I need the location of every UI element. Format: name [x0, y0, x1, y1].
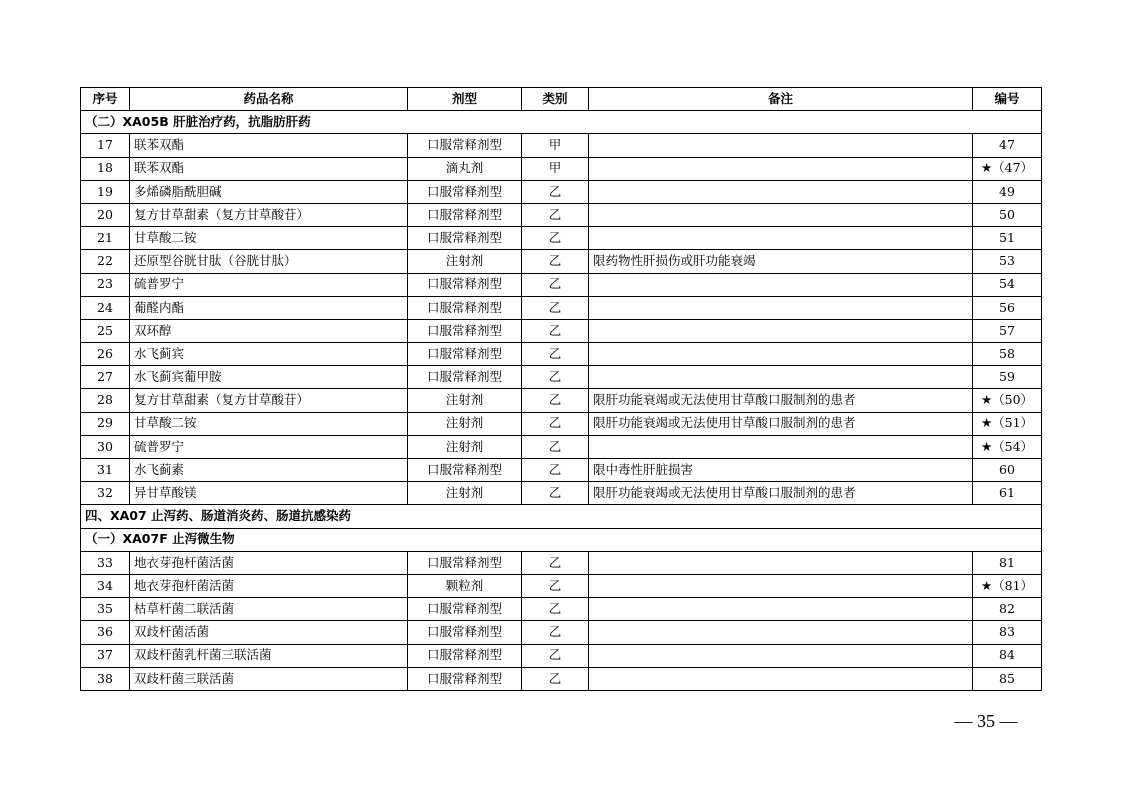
- drug-code: 53: [973, 250, 1042, 273]
- remark: [589, 366, 973, 389]
- drug-code: 83: [973, 621, 1042, 644]
- drug-name: 复方甘草甜素（复方甘草酸苷）: [130, 203, 408, 226]
- row-no: 30: [81, 435, 130, 458]
- drug-category: 乙: [522, 273, 589, 296]
- row-no: 33: [81, 551, 130, 574]
- table-row: [81, 319, 1042, 342]
- drug-code: ★（81）: [973, 574, 1042, 597]
- drug-category: 乙: [522, 343, 589, 366]
- dosage-form: 滴丸剂: [408, 157, 522, 180]
- dosage-form: 注射剂: [408, 412, 522, 435]
- remark: 限肝功能衰竭或无法使用甘草酸口服制剂的患者: [589, 389, 973, 412]
- remark: [589, 180, 973, 203]
- row-no: 23: [81, 273, 130, 296]
- drug-name: 水飞蓟素: [130, 459, 408, 482]
- drug-code: 58: [973, 343, 1042, 366]
- drug-name: 葡醛内酯: [130, 296, 408, 319]
- table-row: [81, 296, 1042, 319]
- drug-name: 地衣芽孢杆菌活菌: [130, 574, 408, 597]
- drug-category: 乙: [522, 667, 589, 690]
- remark: 限肝功能衰竭或无法使用甘草酸口服制剂的患者: [589, 412, 973, 435]
- row-no: 24: [81, 296, 130, 319]
- drug-name: 硫普罗宁: [130, 273, 408, 296]
- drug-code: 50: [973, 203, 1042, 226]
- drug-name: 联苯双酯: [130, 134, 408, 157]
- row-no: 35: [81, 598, 130, 621]
- table-row: [81, 157, 1042, 180]
- drug-name: 枯草杆菌二联活菌: [130, 598, 408, 621]
- drug-category: 乙: [522, 551, 589, 574]
- drug-category: 乙: [522, 574, 589, 597]
- dosage-form: 口服常释剂型: [408, 366, 522, 389]
- drug-category: 乙: [522, 598, 589, 621]
- header-name: 药品名称: [130, 88, 408, 111]
- row-no: 31: [81, 459, 130, 482]
- drug-code: 49: [973, 180, 1042, 203]
- remark: [589, 343, 973, 366]
- remark: 限中毒性肝脏损害: [589, 459, 973, 482]
- header-no: 序号: [81, 88, 130, 111]
- section-row: [81, 505, 1042, 528]
- table-row: [81, 482, 1042, 505]
- remark: [589, 203, 973, 226]
- remark: [589, 574, 973, 597]
- remark: [589, 598, 973, 621]
- remark: [589, 621, 973, 644]
- row-no: 20: [81, 203, 130, 226]
- drug-code: ★（47）: [973, 157, 1042, 180]
- remark: [589, 435, 973, 458]
- table-row: [81, 667, 1042, 690]
- row-no: 22: [81, 250, 130, 273]
- drug-category: 乙: [522, 389, 589, 412]
- remark: [589, 319, 973, 342]
- row-no: 27: [81, 366, 130, 389]
- table-row: [81, 134, 1042, 157]
- drug-name: 水飞蓟宾: [130, 343, 408, 366]
- drug-category: 乙: [522, 412, 589, 435]
- header-code: 编号: [973, 88, 1042, 111]
- dosage-form: 口服常释剂型: [408, 551, 522, 574]
- table-row: [81, 250, 1042, 273]
- dosage-form: 颗粒剂: [408, 574, 522, 597]
- dosage-form: 注射剂: [408, 482, 522, 505]
- dosage-form: 口服常释剂型: [408, 644, 522, 667]
- drug-name: 双歧杆菌三联活菌: [130, 667, 408, 690]
- drug-category: 乙: [522, 296, 589, 319]
- row-no: 28: [81, 389, 130, 412]
- dosage-form: 口服常释剂型: [408, 227, 522, 250]
- dosage-form: 口服常释剂型: [408, 134, 522, 157]
- drug-code: 51: [973, 227, 1042, 250]
- drug-category: 乙: [522, 203, 589, 226]
- row-no: 25: [81, 319, 130, 342]
- drug-code: 61: [973, 482, 1042, 505]
- dosage-form: 口服常释剂型: [408, 667, 522, 690]
- table-row: [81, 343, 1042, 366]
- table-row: [81, 227, 1042, 250]
- table-row: [81, 621, 1042, 644]
- drug-code: ★（51）: [973, 412, 1042, 435]
- drug-category: 乙: [522, 435, 589, 458]
- drug-category: 甲: [522, 157, 589, 180]
- table-row: [81, 574, 1042, 597]
- row-no: 17: [81, 134, 130, 157]
- drug-category: 乙: [522, 621, 589, 644]
- drug-name: 还原型谷胱甘肽（谷胱甘肽）: [130, 250, 408, 273]
- drug-category: 乙: [522, 482, 589, 505]
- row-no: 34: [81, 574, 130, 597]
- drug-code: 47: [973, 134, 1042, 157]
- dosage-form: 注射剂: [408, 389, 522, 412]
- drug-category: 甲: [522, 134, 589, 157]
- section-row: [81, 528, 1042, 551]
- table-row: [81, 459, 1042, 482]
- header-form: 剂型: [408, 88, 522, 111]
- drug-name: 联苯双酯: [130, 157, 408, 180]
- remark: [589, 134, 973, 157]
- drug-code: 54: [973, 273, 1042, 296]
- remark: [589, 296, 973, 319]
- dosage-form: 口服常释剂型: [408, 598, 522, 621]
- table-row: [81, 412, 1042, 435]
- dosage-form: 口服常释剂型: [408, 459, 522, 482]
- drug-name: 硫普罗宁: [130, 435, 408, 458]
- section-title: （二）XA05B 肝脏治疗药，抗脂肪肝药: [81, 111, 1042, 134]
- page-number: — 35 —: [954, 711, 1018, 731]
- section-row: [81, 111, 1042, 134]
- table-row: [81, 389, 1042, 412]
- dosage-form: 口服常释剂型: [408, 319, 522, 342]
- drug-name: 双环醇: [130, 319, 408, 342]
- table-row: [81, 644, 1042, 667]
- drug-name: 地衣芽孢杆菌活菌: [130, 551, 408, 574]
- drug-code: 84: [973, 644, 1042, 667]
- remark: [589, 667, 973, 690]
- drug-code: 81: [973, 551, 1042, 574]
- dosage-form: 口服常释剂型: [408, 273, 522, 296]
- header-remark: 备注: [589, 88, 973, 111]
- row-no: 32: [81, 482, 130, 505]
- header-row: [81, 88, 1042, 111]
- remark: [589, 227, 973, 250]
- row-no: 38: [81, 667, 130, 690]
- remark: [589, 551, 973, 574]
- table-row: [81, 598, 1042, 621]
- remark: [589, 273, 973, 296]
- drug-category: 乙: [522, 180, 589, 203]
- dosage-form: 口服常释剂型: [408, 203, 522, 226]
- dosage-form: 口服常释剂型: [408, 343, 522, 366]
- drug-name: 复方甘草甜素（复方甘草酸苷）: [130, 389, 408, 412]
- table-row: [81, 203, 1042, 226]
- drug-code: 56: [973, 296, 1042, 319]
- drug-name: 水飞蓟宾葡甲胺: [130, 366, 408, 389]
- table-row: [81, 180, 1042, 203]
- drug-code: 60: [973, 459, 1042, 482]
- row-no: 36: [81, 621, 130, 644]
- section-title: （一）XA07F 止泻微生物: [81, 528, 1042, 551]
- drug-name: 双歧杆菌乳杆菌三联活菌: [130, 644, 408, 667]
- row-no: 37: [81, 644, 130, 667]
- table-row: [81, 273, 1042, 296]
- remark: 限药物性肝损伤或肝功能衰竭: [589, 250, 973, 273]
- remark: 限肝功能衰竭或无法使用甘草酸口服制剂的患者: [589, 482, 973, 505]
- drug-code: 82: [973, 598, 1042, 621]
- remark: [589, 644, 973, 667]
- row-no: 21: [81, 227, 130, 250]
- row-no: 18: [81, 157, 130, 180]
- drug-category: 乙: [522, 250, 589, 273]
- section-title: 四、XA07 止泻药、肠道消炎药、肠道抗感染药: [81, 505, 1042, 528]
- row-no: 29: [81, 412, 130, 435]
- dosage-form: 注射剂: [408, 250, 522, 273]
- drug-code: ★（54）: [973, 435, 1042, 458]
- dosage-form: 注射剂: [408, 435, 522, 458]
- drug-code: 57: [973, 319, 1042, 342]
- drug-category: 乙: [522, 319, 589, 342]
- drug-code: 59: [973, 366, 1042, 389]
- dosage-form: 口服常释剂型: [408, 180, 522, 203]
- drug-category: 乙: [522, 227, 589, 250]
- table-row: [81, 366, 1042, 389]
- drug-name: 多烯磷脂酰胆碱: [130, 180, 408, 203]
- table-row: [81, 435, 1042, 458]
- drug-code: 85: [973, 667, 1042, 690]
- drug-category: 乙: [522, 459, 589, 482]
- drug-table: [80, 87, 1042, 691]
- remark: [589, 157, 973, 180]
- dosage-form: 口服常释剂型: [408, 621, 522, 644]
- table-row: [81, 551, 1042, 574]
- dosage-form: 口服常释剂型: [408, 296, 522, 319]
- drug-code: ★（50）: [973, 389, 1042, 412]
- drug-category: 乙: [522, 366, 589, 389]
- header-category: 类别: [522, 88, 589, 111]
- drug-name: 甘草酸二铵: [130, 227, 408, 250]
- drug-name: 甘草酸二铵: [130, 412, 408, 435]
- table-body: [81, 111, 1042, 691]
- row-no: 19: [81, 180, 130, 203]
- drug-category: 乙: [522, 644, 589, 667]
- drug-name: 双歧杆菌活菌: [130, 621, 408, 644]
- drug-name: 异甘草酸镁: [130, 482, 408, 505]
- row-no: 26: [81, 343, 130, 366]
